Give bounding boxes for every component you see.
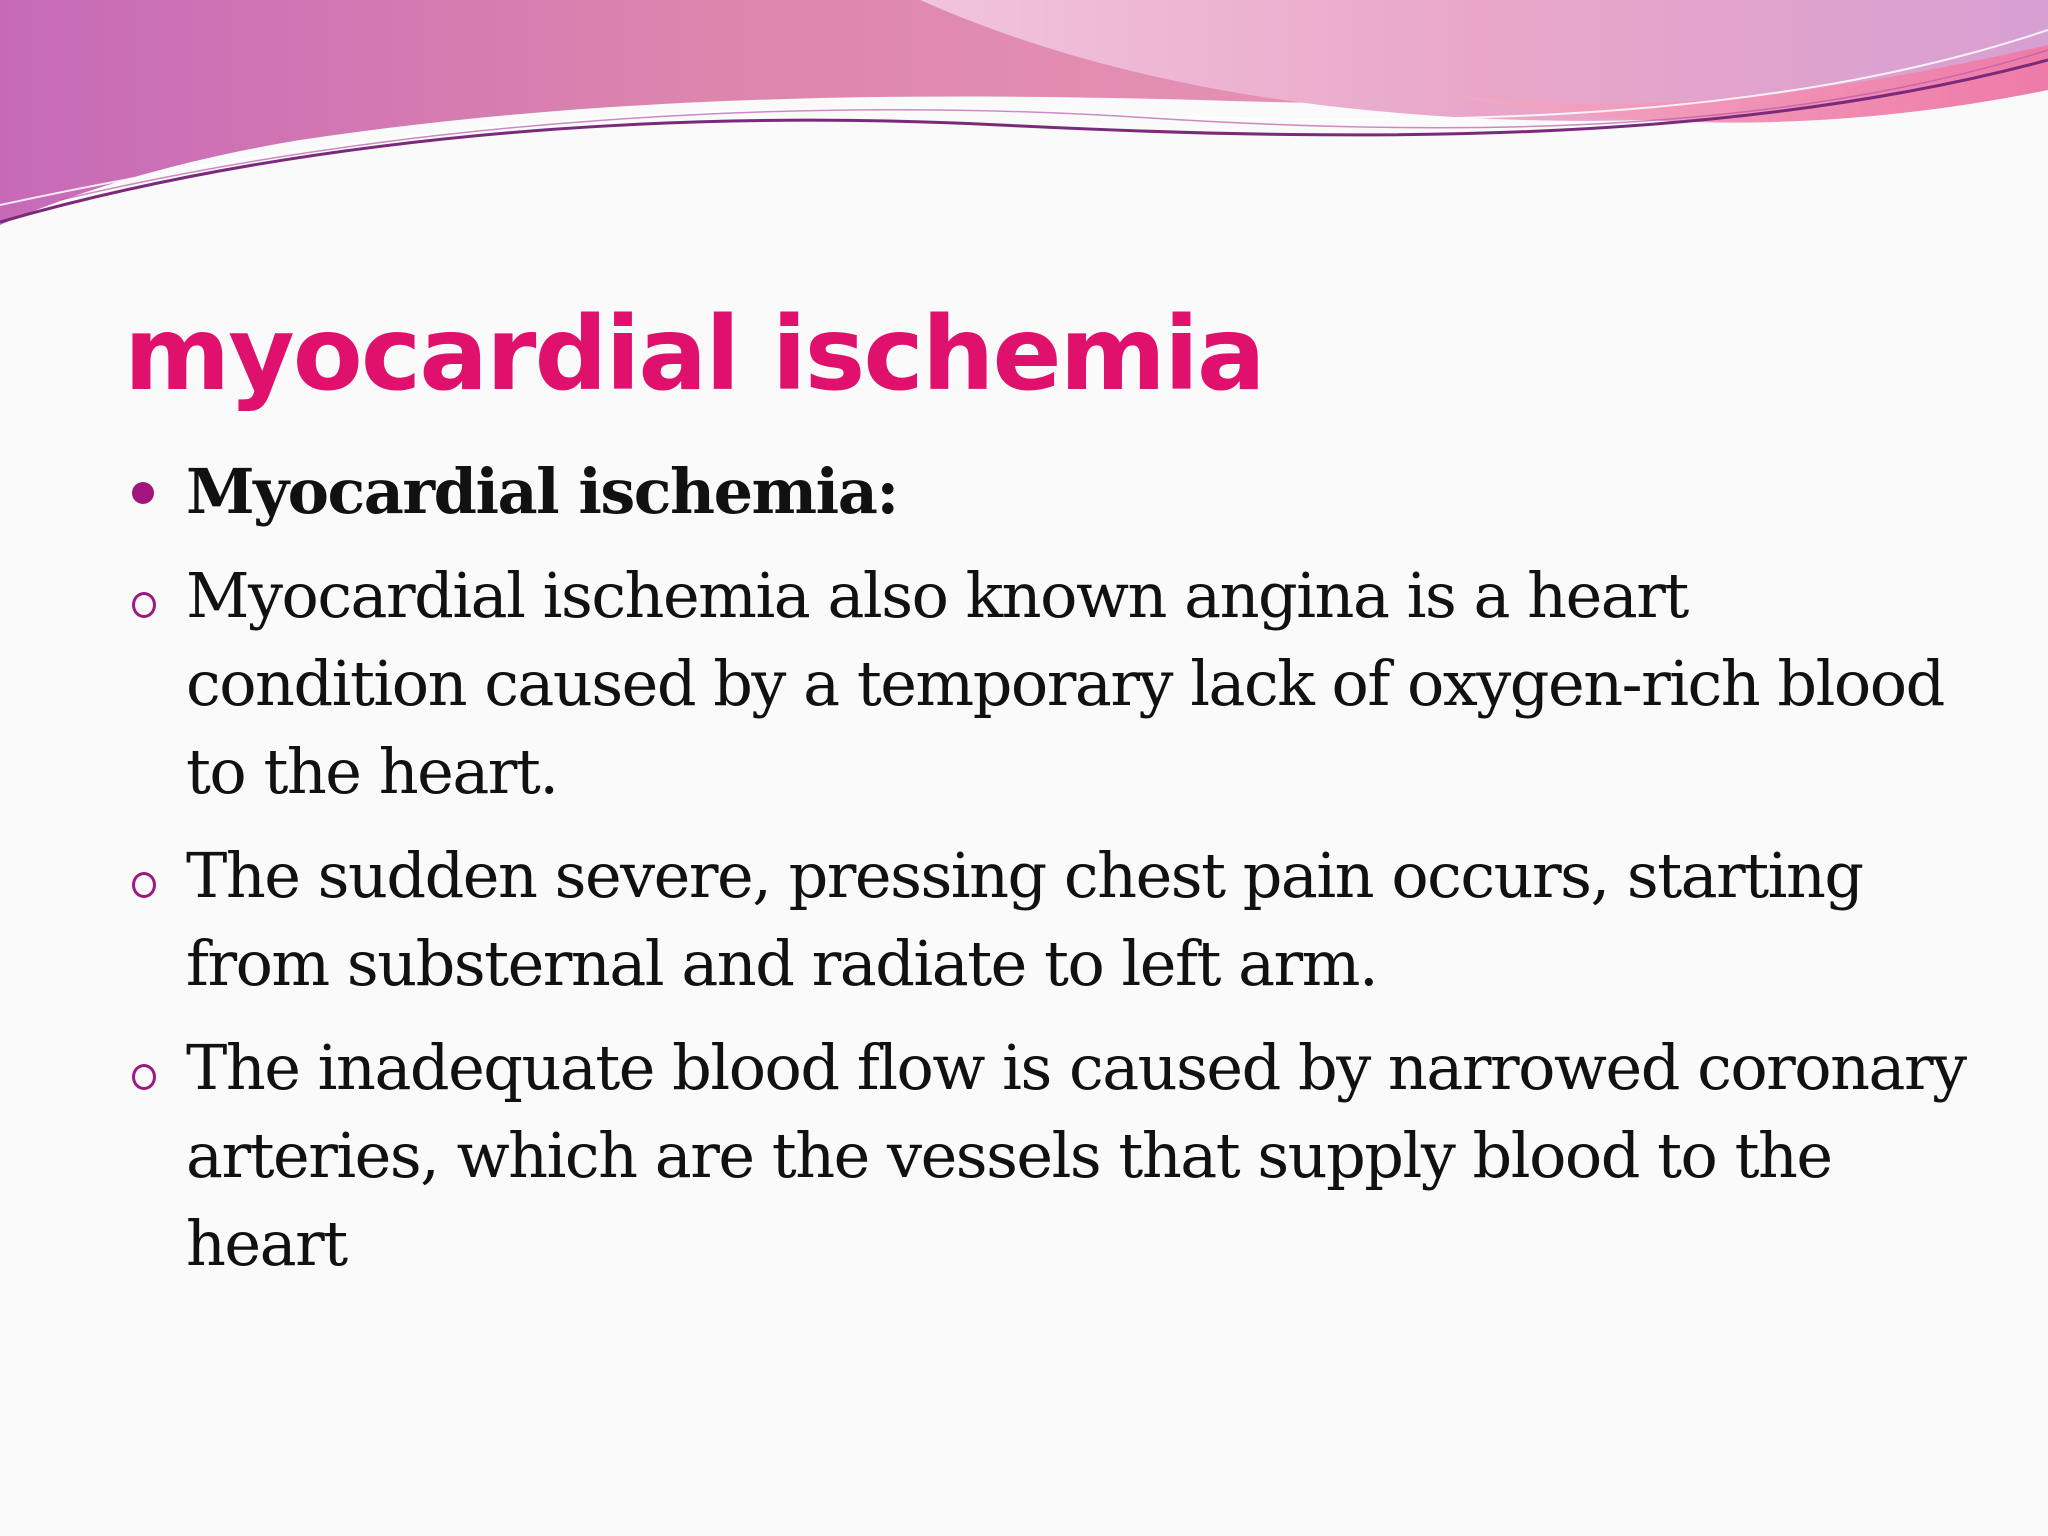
header-wave-decoration: [0, 0, 2048, 240]
bullet-list: [124, 448, 1984, 1304]
hollow-circle-bullet-icon: [132, 872, 156, 898]
point-item-3: [124, 1024, 1984, 1288]
hollow-circle-bullet-icon: [132, 1064, 156, 1090]
heading-bullet-item: [124, 448, 1984, 536]
point-text-1: Myocardial ischemia also known angina is a heart condition caused by a temporary lack of oxygen-rich blood to the heart.: [186, 559, 1944, 808]
point-item-2: [124, 832, 1984, 1008]
heading-bullet-text: Myocardial ischemia:: [186, 455, 898, 528]
point-text-2: The sudden severe, pressing chest pain occurs, starting from substernal and radiate to left arm.: [186, 839, 1863, 1000]
point-item-1: [124, 552, 1984, 816]
hollow-circle-bullet-icon: [132, 592, 156, 618]
point-text-3: The inadequate blood flow is caused by narrowed coronary arteries, which are the vessels that supply blood to the heart: [186, 1031, 1966, 1280]
slide-title: myocardial ischemia: [124, 295, 1264, 414]
filled-circle-bullet-icon: [132, 482, 154, 504]
